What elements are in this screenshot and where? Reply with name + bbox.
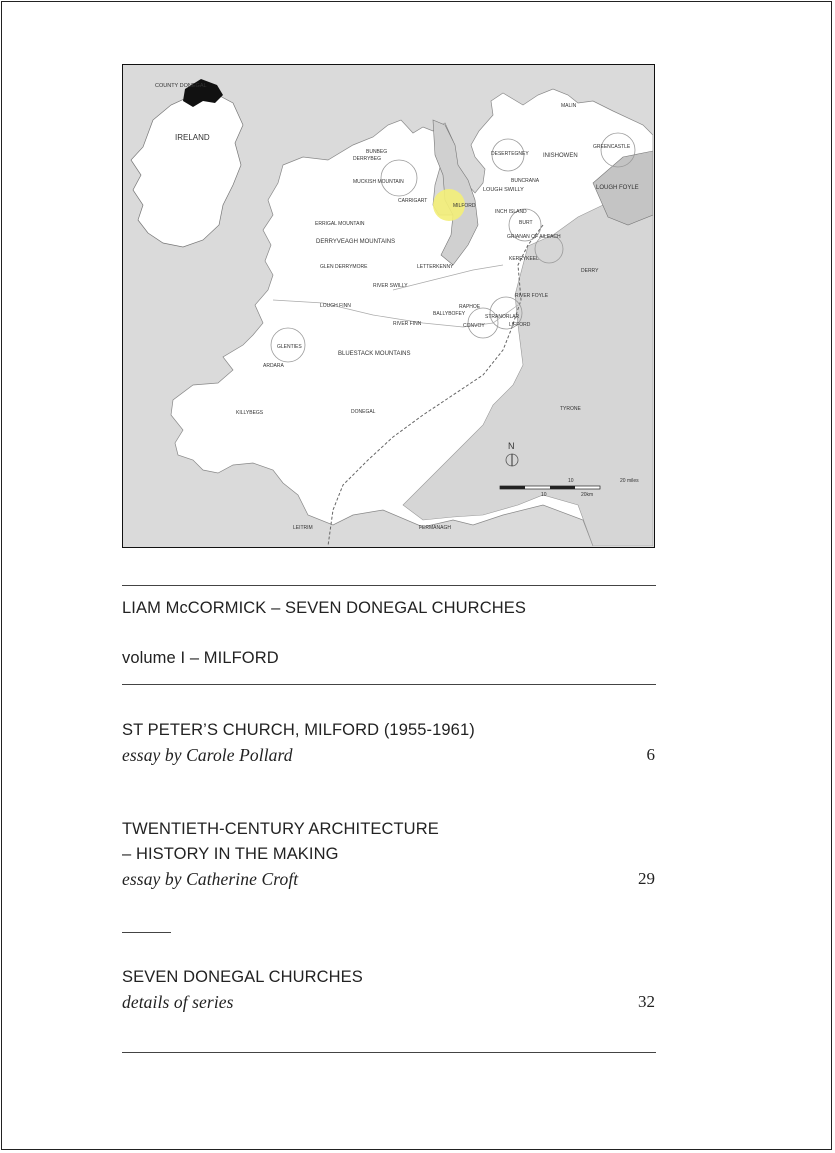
- label-river-finn: RIVER FINN: [393, 321, 422, 327]
- label-buncrana: BUNCRANA: [511, 178, 540, 184]
- entry-2-page: 29: [638, 869, 655, 888]
- donegal-map: [122, 64, 655, 548]
- label-derrybeg: DERRYBEG: [353, 156, 381, 162]
- label-killybegs: KILLYBEGS: [236, 410, 264, 416]
- label-ballybofey: BALLYBOFEY: [433, 311, 466, 317]
- label-lough-finn: LOUGH FINN: [320, 303, 351, 309]
- series-title: LIAM McCORMICK – SEVEN DONEGAL CHURCHES: [122, 599, 526, 617]
- entry-1-subtitle: essay by Carole Pollard: [122, 745, 293, 765]
- label-lifford: LIFFORD: [509, 322, 531, 328]
- label-lough-foyle: LOUGH FOYLE: [596, 185, 639, 191]
- entry-3-subtitle: details of series: [122, 992, 234, 1012]
- label-bluestack: BLUESTACK MOUNTAINS: [338, 351, 411, 357]
- label-carrigart: CARRIGART: [398, 198, 428, 204]
- entry-2-title-line2: – HISTORY IN THE MAKING: [122, 845, 339, 863]
- label-stranorlar: STRANORLAR: [485, 314, 520, 320]
- label-leitrim: LEITRIM: [293, 525, 313, 531]
- divider-middle: [122, 684, 656, 685]
- label-fermanagh: FERMANAGH: [419, 525, 451, 531]
- entry-2-subtitle: essay by Catherine Croft: [122, 869, 299, 889]
- entry-3-page: 32: [638, 992, 655, 1011]
- svg-text:10: 10: [541, 492, 547, 498]
- label-burt: BURT: [519, 220, 533, 226]
- inset-county-label: COUNTY DONEGAL: [155, 83, 207, 89]
- label-milford: MILFORD: [453, 203, 476, 209]
- label-river-swilly: RIVER SWILLY: [373, 283, 408, 289]
- label-muckish: MUCKISH MOUNTAIN: [353, 179, 404, 185]
- short-divider: [122, 932, 171, 933]
- label-errigal: ERRIGAL MOUNTAIN: [315, 221, 365, 227]
- label-derry: DERRY: [581, 268, 599, 274]
- divider-bottom: [122, 1052, 656, 1053]
- label-grianan: GRIANAN OF AILEACH: [507, 234, 561, 240]
- label-kerrykeel: KERRYKEEL: [509, 256, 539, 262]
- label-inch: INCH ISLAND: [495, 209, 527, 215]
- label-malin: MALIN: [561, 103, 577, 109]
- svg-text:20km: 20km: [581, 492, 594, 498]
- label-derryveagh: DERRYVEAGH MOUNTAINS: [316, 239, 396, 245]
- svg-text:10: 10: [568, 478, 574, 484]
- entry-2-title-line1: TWENTIETH-CENTURY ARCHITECTURE: [122, 820, 439, 838]
- svg-text:N: N: [508, 441, 515, 451]
- label-tyrone: TYRONE: [560, 406, 581, 412]
- label-lough-swilly: LOUGH SWILLY: [483, 187, 524, 193]
- svg-text:20 miles: 20 miles: [620, 478, 639, 484]
- label-greencastle: GREENCASTLE: [593, 144, 631, 150]
- label-bunbeg: BUNBEG: [366, 149, 388, 155]
- label-river-foyle: RIVER FOYLE: [515, 293, 549, 299]
- entry-3-title: SEVEN DONEGAL CHURCHES: [122, 968, 363, 986]
- label-raphoe: RAPHOE: [459, 304, 481, 310]
- label-ardara: ARDARA: [263, 363, 284, 369]
- label-glenties: GLENTIES: [277, 344, 302, 350]
- label-glenveagh: GLEN DERRYMORE: [320, 264, 368, 270]
- entry-1-title: ST PETER’S CHURCH, MILFORD (1955-1961): [122, 721, 475, 739]
- label-donegal: DONEGAL: [351, 409, 376, 415]
- entry-1-page: 6: [646, 745, 655, 764]
- label-desertegney: DESERTEGNEY: [491, 151, 529, 157]
- label-convoy: CONVOY: [463, 323, 485, 329]
- label-letterkenny: LETTERKENNY: [417, 264, 454, 270]
- divider-top: [122, 585, 656, 586]
- label-inishowen: INISHOWEN: [543, 153, 578, 159]
- inset-country-label: IRELAND: [175, 133, 210, 142]
- map-svg: [123, 65, 653, 546]
- volume-title: volume I – MILFORD: [122, 649, 279, 667]
